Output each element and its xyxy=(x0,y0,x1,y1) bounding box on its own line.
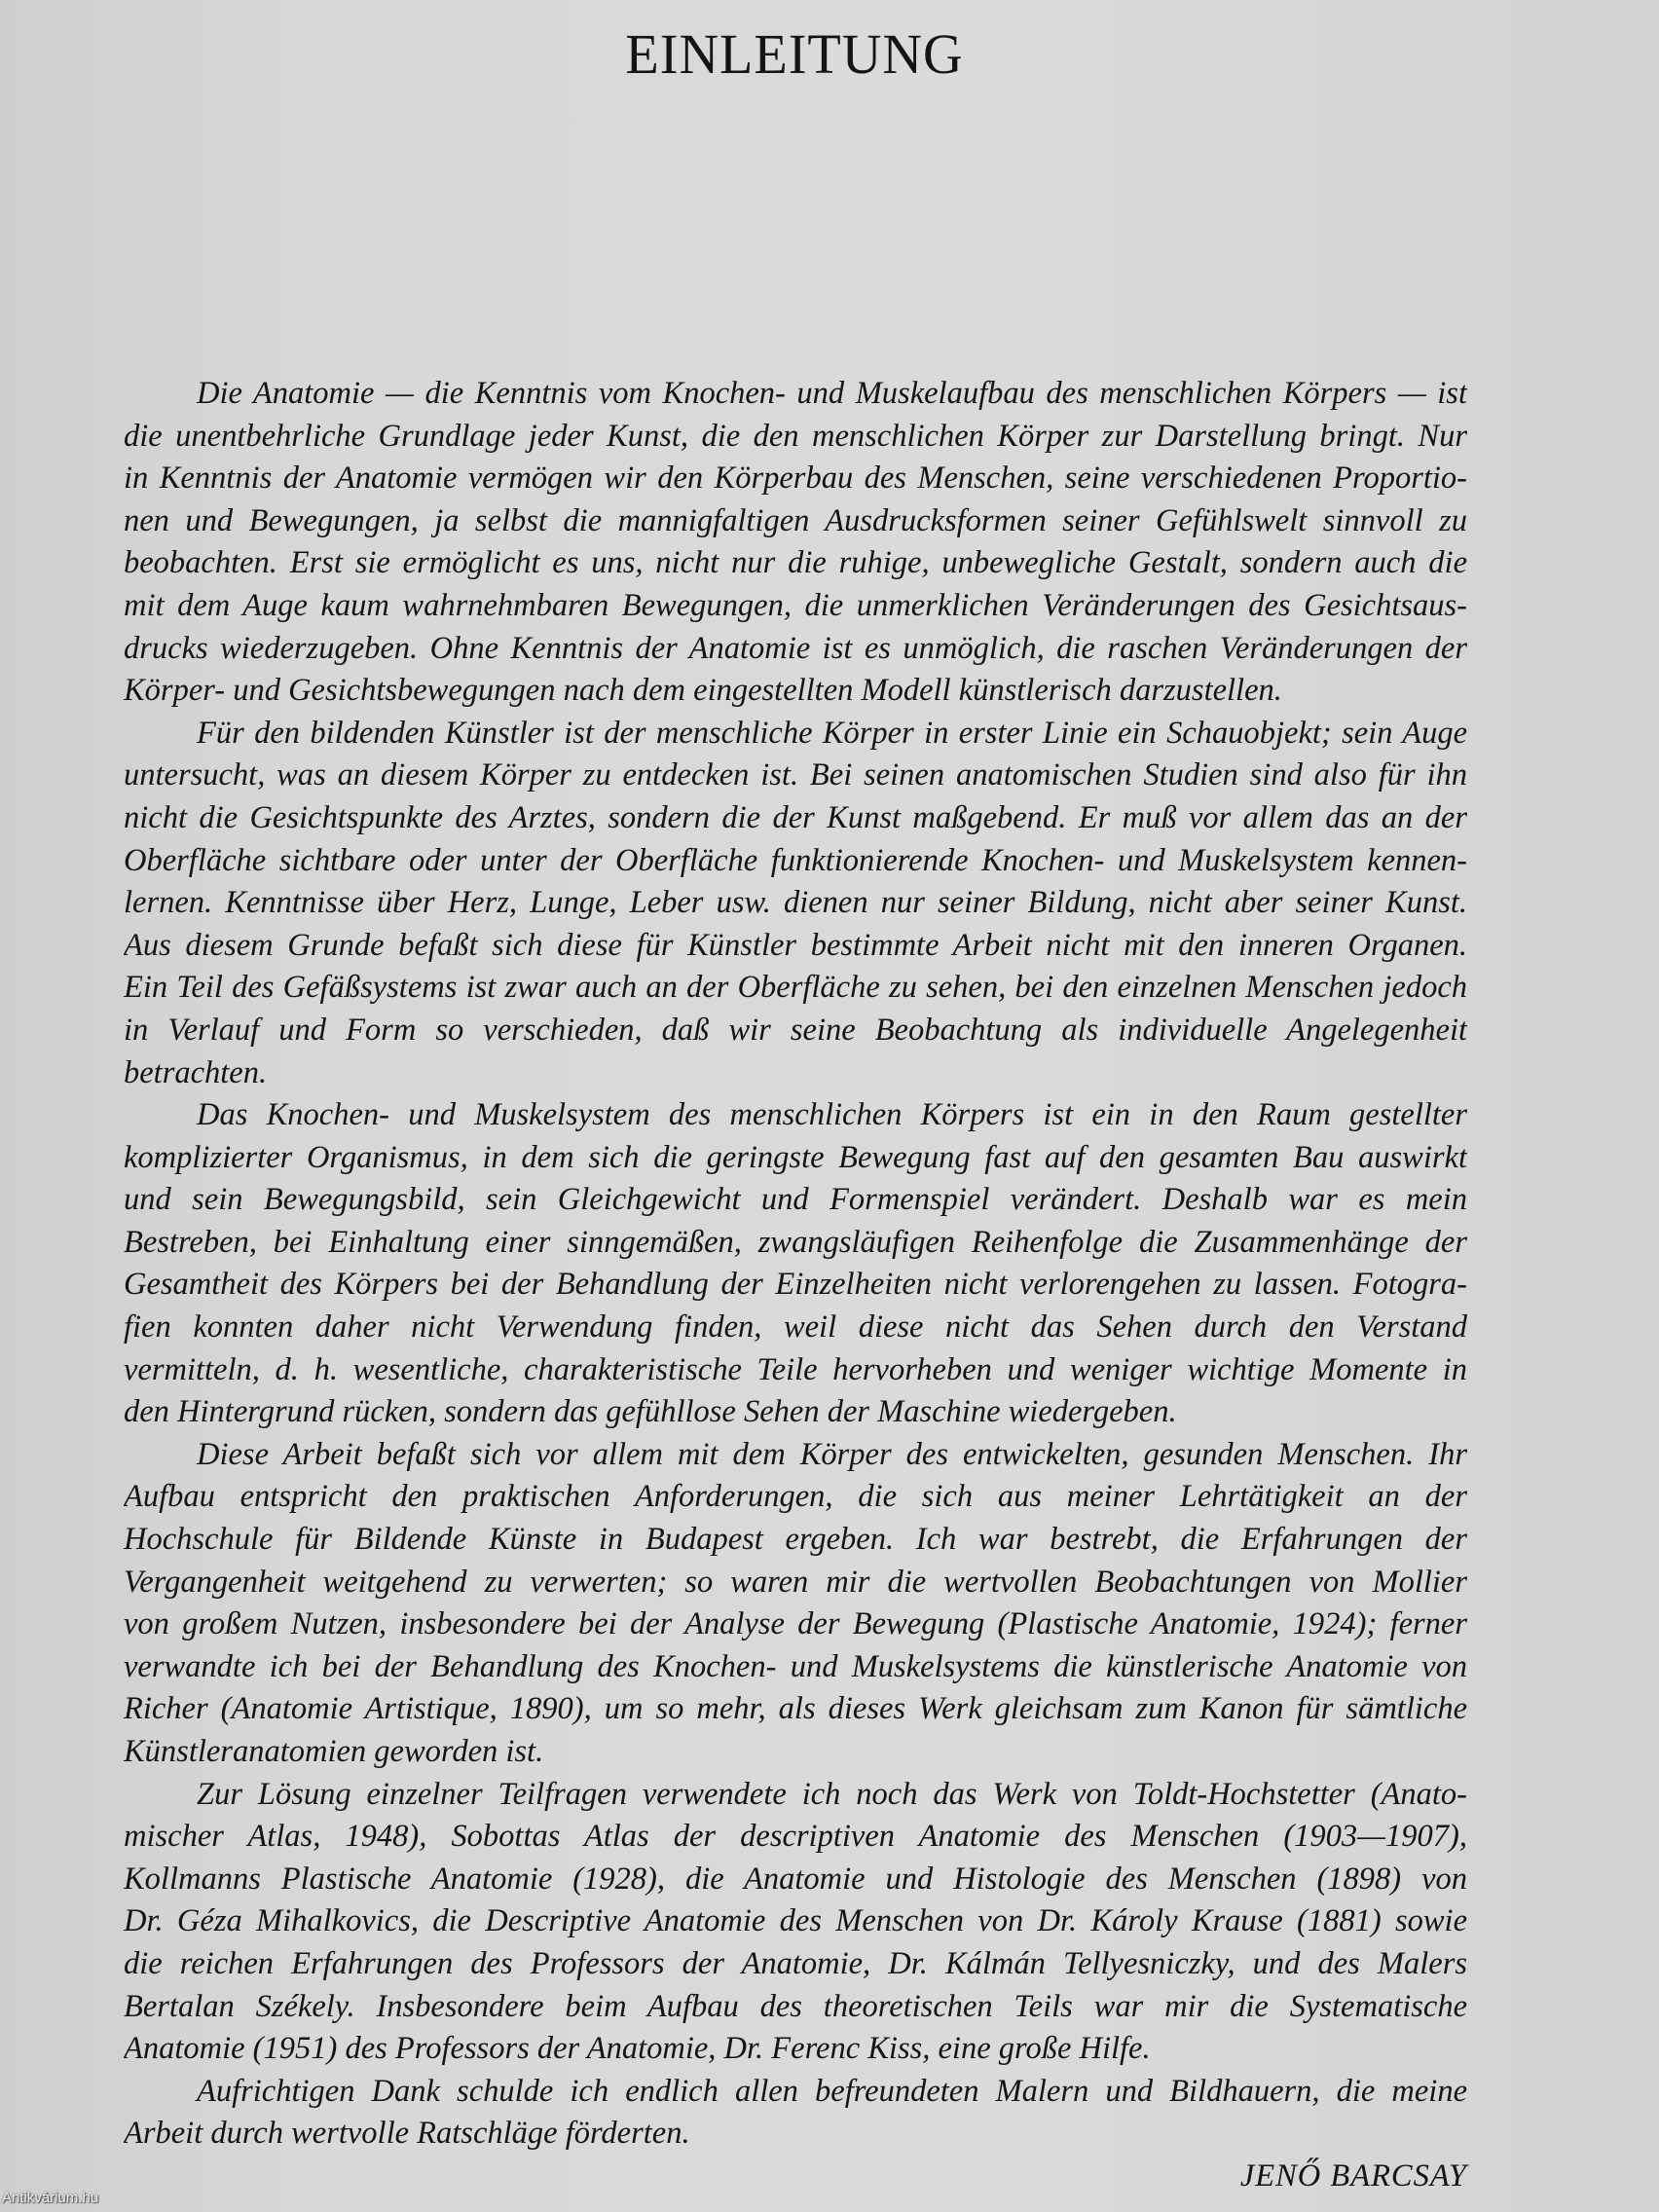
text-line: Ein Teil des Gefäßsystems ist zwar auch an der Oberfläche zu sehen, bei den einzelnen Menschen jedoch xyxy=(124,970,1467,1006)
paragraph xyxy=(124,713,1467,1094)
text-line: Für den bildenden Künstler ist der menschliche Körper in erster Linie ein Schauobjekt; sein Auge xyxy=(197,715,1467,751)
text-line: Bertalan Székely. Insbesondere beim Aufbau des theoretischen Teils war mir die Systematische xyxy=(124,1988,1467,2024)
text-line: Zur Lösung einzelner Teilfragen verwendete ich noch das Werk von Toldt-Hochstetter (Anato- xyxy=(197,1776,1467,1812)
text-line: den Hintergrund rücken, sondern das gefühllose Sehen der Maschine wiedergeben. xyxy=(124,1394,1177,1430)
text-line: Aufbau entspricht den praktischen Anforderungen, die sich aus meiner Lehrtätigkeit an der xyxy=(124,1479,1467,1515)
text-line: von großem Nutzen, insbesondere bei der Analyse der Bewegung (Plastische Anatomie, 1924); ferner xyxy=(124,1606,1467,1642)
text-line: verwandte ich bei der Behandlung des Knochen- und Muskelsystems die künstlerische Anatomie von xyxy=(124,1648,1467,1684)
paragraph xyxy=(124,2071,1467,2156)
text-line: nen und Bewegungen, ja selbst die mannigfaltigen Ausdrucksformen seiner Gefühlswelt sinnvoll zu xyxy=(124,502,1467,538)
text-line: Körper- und Gesichtsbewegungen nach dem eingestellten Modell künstlerisch darzustellen. xyxy=(124,673,1282,709)
text-line: Arbeit durch wertvolle Ratschläge förderten. xyxy=(124,2116,690,2152)
text-line: Aus diesem Grunde befaßt sich diese für Künstler bestimmte Arbeit nicht mit den inneren Organen. xyxy=(124,927,1467,963)
introduction-text xyxy=(124,373,1467,2198)
text-line: fien konnten daher nicht Verwendung finden, weil diese nicht das Sehen durch den Verstand xyxy=(124,1309,1467,1346)
text-line: betrachten. xyxy=(124,1054,268,1090)
text-line: untersucht, was an diesem Körper zu entdecken ist. Bei seinen anatomischen Studien sind also für ihn xyxy=(124,757,1467,793)
text-line: Diese Arbeit befaßt sich vor allem mit dem Körper des entwickelten, gesunden Menschen. Ihr xyxy=(197,1436,1467,1472)
text-line: beobachten. Erst sie ermöglicht es uns, nicht nur die ruhige, unbewegliche Gestalt, sondern auch die xyxy=(124,545,1467,581)
text-line: komplizierter Organismus, in dem sich die geringste Bewegung fast auf den gesamten Bau auswirkt xyxy=(124,1139,1467,1175)
text-line: Das Knochen- und Muskelsystem des menschlichen Körpers ist ein in den Raum gestellter xyxy=(197,1097,1467,1133)
paragraph xyxy=(124,373,1467,713)
text-line: Die Anatomie — die Kenntnis vom Knochen- und Muskelaufbau des menschlichen Körpers — ist xyxy=(197,376,1467,411)
text-line: in Kenntnis der Anatomie vermögen wir den Körperbau des Menschen, seine verschiedenen Proportio- xyxy=(124,461,1467,497)
text-line: und sein Bewegungsbild, sein Gleichgewicht und Formenspiel verändert. Deshalb war es mein xyxy=(124,1182,1467,1218)
paragraph xyxy=(124,1094,1467,1434)
text-line: Bestreben, bei Einhaltung einer sinngemäßen, zwangsläufigen Reihenfolge die Zusammenhänge der xyxy=(124,1224,1467,1260)
text-line: Gesamtheit des Körpers bei der Behandlung der Einzelheiten nicht verlorengehen zu lassen. Fotogra- xyxy=(124,1267,1467,1303)
text-line: in Verlauf und Form so verschieden, daß wir seine Beobachtung als individuelle Angelegenheit xyxy=(124,1012,1467,1048)
text-line: die unentbehrliche Grundlage jeder Kunst, die den menschlichen Körper zur Darstellung bringt. Nur xyxy=(124,418,1467,454)
text-line: Anatomie (1951) des Professors der Anatomie, Dr. Ferenc Kiss, eine große Hilfe. xyxy=(124,2031,1151,2067)
text-line: drucks wiederzugeben. Ohne Kenntnis der Anatomie ist es unmöglich, die raschen Veränderungen der xyxy=(124,630,1467,666)
text-line: Kollmanns Plastische Anatomie (1928), die Anatomie und Histologie des Menschen (1898) von xyxy=(124,1861,1467,1897)
paragraph xyxy=(124,1774,1467,2071)
text-line: Oberfläche sichtbare oder unter der Oberfläche funktionierende Knochen- und Muskelsystem kennen- xyxy=(124,842,1467,878)
page-title: EINLEITUNG xyxy=(625,22,964,86)
text-line: Vergangenheit weitgehend zu verwerten; so waren mir die wertvollen Beobachtungen von Mollier xyxy=(124,1564,1467,1600)
text-line: mit dem Auge kaum wahrnehmbaren Bewegungen, die unmerklichen Veränderungen des Gesichtsaus- xyxy=(124,587,1467,623)
text-line: Hochschule für Bildende Künste in Budapest ergeben. Ich war bestrebt, die Erfahrungen der xyxy=(124,1522,1467,1558)
text-line: mischer Atlas, 1948), Sobottas Atlas der descriptiven Anatomie des Menschen (1903—1907), xyxy=(124,1819,1467,1855)
text-line: lernen. Kenntnisse über Herz, Lunge, Leber usw. dienen nur seiner Bildung, nicht aber seiner Kunst. xyxy=(124,885,1467,921)
text-line: Künstleranatomien geworden ist. xyxy=(124,1734,544,1769)
text-line: die reichen Erfahrungen des Professors der Anatomie, Dr. Kálmán Tellyesniczky, und des Malers xyxy=(124,1945,1467,1981)
text-line: Richer (Anatomie Artistique, 1890), um so mehr, als dieses Werk gleichsam zum Kanon für sämtliche xyxy=(124,1691,1467,1727)
paragraph xyxy=(124,1434,1467,1774)
text-line: vermitteln, d. h. wesentliche, charakteristische Teile hervorheben und weniger wichtige Momente in xyxy=(124,1351,1467,1387)
author-signature: JENŐ BARCSAY xyxy=(1239,2157,1467,2194)
watermark: Antikvárium.hu xyxy=(2,2190,99,2206)
text-line: nicht die Gesichtspunkte des Arztes, sondern die der Kunst maßgebend. Er muß vor allem das an der xyxy=(124,799,1467,835)
text-line: Dr. Géza Mihalkovics, die Descriptive Anatomie des Menschen von Dr. Károly Krause (1881) sowie xyxy=(124,1903,1467,1939)
text-line: Aufrichtigen Dank schulde ich endlich allen befreundeten Malern und Bildhauern, die meine xyxy=(197,2073,1467,2109)
